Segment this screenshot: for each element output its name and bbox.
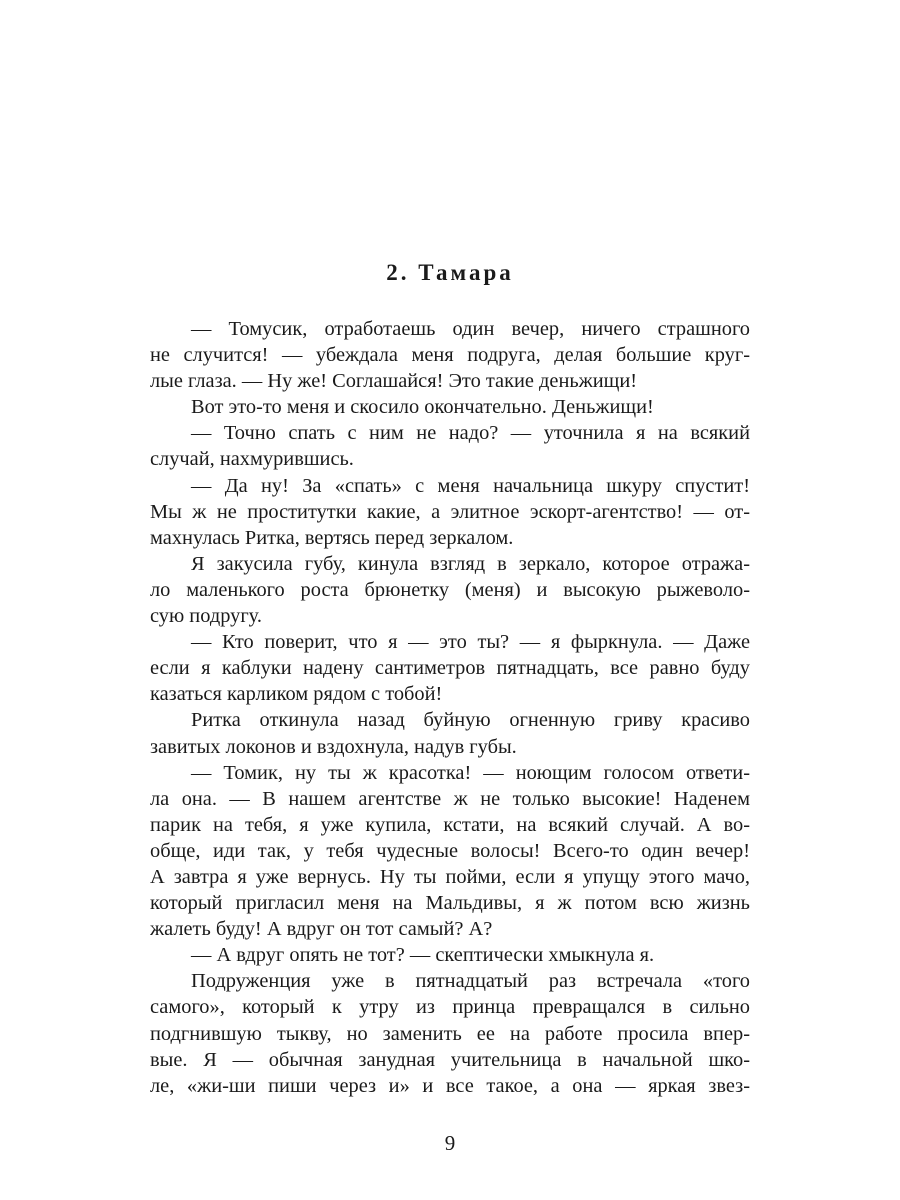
text-line: Вот это-то меня и скосило окончательно. Деньжищи!: [191, 396, 654, 419]
text-line: ло маленького роста брюнетку (меня) и высокую рыжеволо-: [150, 578, 750, 601]
text-line: Ритка откинула назад буйную огненную гриву красиво: [191, 709, 750, 732]
text-line: А завтра я уже вернусь. Ну ты пойми, если я упущу этого мачо,: [150, 865, 750, 888]
text-line: — Томик, ну ты ж красотка! — ноющим голосом ответи-: [191, 761, 750, 784]
text-line: — А вдруг опять не тот? — скептически хмыкнула я.: [191, 944, 655, 967]
text-line: — Точно спать с ним не надо? — уточнила я на всякий: [191, 422, 750, 445]
text-line: если я каблуки надену сантиметров пятнадцать, все равно буду: [150, 657, 750, 680]
text-line: жалеть буду! А вдруг он тот самый? А?: [150, 918, 493, 941]
text-line: Подруженция уже в пятнадцатый раз встречала «того: [191, 970, 750, 993]
text-line: случай, нахмурившись.: [150, 448, 354, 471]
page-number: 9: [444, 1131, 456, 1155]
text-line: лые глаза. — Ну же! Соглашайся! Это такие деньжищи!: [150, 370, 638, 393]
chapter-title: 2. Тамара: [386, 260, 514, 285]
text-line: махнулась Ритка, вертясь перед зеркалом.: [150, 526, 514, 549]
text-line: казаться карликом рядом с тобой!: [150, 683, 443, 706]
text-line: парик на тебя, я уже купила, кстати, на всякий случай. А во-: [150, 813, 750, 836]
text-line: — Да ну! За «спать» с меня начальница шкуру спустит!: [191, 474, 750, 497]
text-line: ла она. — В нашем агентстве ж не только высокие! Наденем: [150, 787, 750, 810]
text-line: Мы ж не проститутки какие, а элитное эскорт-агентство! — от-: [150, 500, 750, 523]
text-line: самого», который к утру из принца превращался в сильно: [150, 996, 750, 1019]
text-line: Я закусила губу, кинула взгляд в зеркало, которое отража-: [191, 552, 750, 575]
text-line: обще, иди так, у тебя чудесные волосы! Всего-то один вечер!: [150, 839, 750, 862]
text-line: который пригласил меня на Мальдивы, я ж потом всю жизнь: [150, 892, 750, 915]
text-line: ле, «жи-ши пиши через и» и все такое, а она — яркая звез-: [150, 1074, 750, 1097]
body-text: [150, 316, 750, 1099]
text-line: — Кто поверит, что я — это ты? — я фыркнула. — Даже: [191, 631, 750, 654]
text-line: — Томусик, отработаешь один вечер, ничего страшного: [191, 318, 750, 340]
text-line: не случится! — убеждала меня подруга, делая большие круг-: [150, 344, 750, 367]
text-line: вые. Я — обычная занудная учительница в начальной шко-: [150, 1048, 750, 1071]
text-line: сую подругу.: [150, 605, 262, 628]
text-line: подгнившую тыкву, но заменить ее на работе просила впер-: [150, 1022, 750, 1045]
text-line: завитых локонов и вздохнула, надув губы.: [150, 735, 517, 758]
